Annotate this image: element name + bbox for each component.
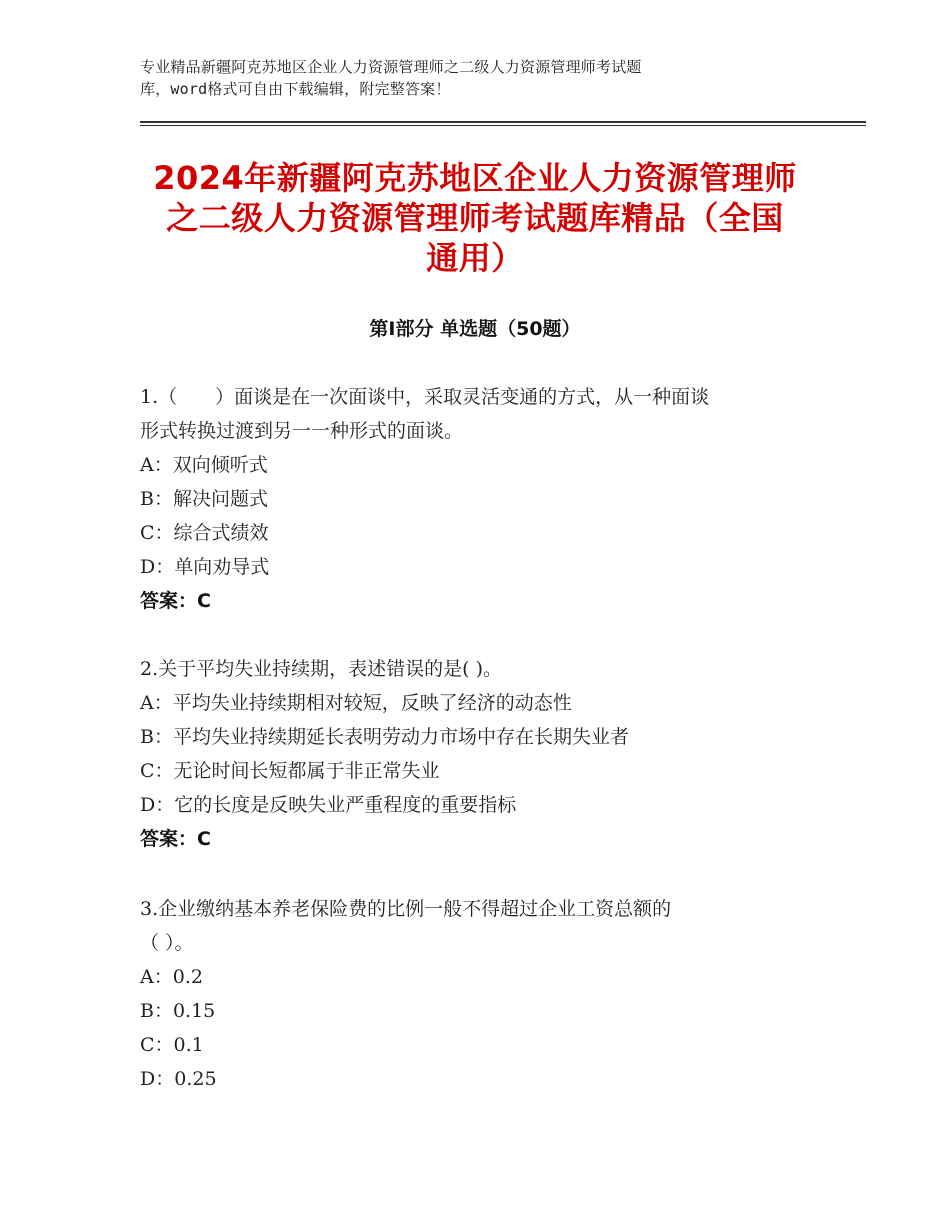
title-line-3: 通用） xyxy=(426,239,524,277)
title-line-1: 2024年新疆阿克苏地区企业人力资源管理师 xyxy=(153,159,797,197)
question-2-option-a: A：平均失业持续期相对较短，反映了经济的动态性 xyxy=(140,692,572,714)
question-2-answer: 答案：C xyxy=(140,828,211,850)
document-title xyxy=(130,158,820,278)
header-note-line-2: 库，word格式可自由下载编辑，附完整答案！ xyxy=(140,80,451,98)
question-1-option-c: C：综合式绩效 xyxy=(140,522,269,544)
question-1-stem-line-1: 1.（ ）面谈是在一次面谈中，采取灵活变通的方式，从一种面谈 xyxy=(140,386,710,408)
question-3-option-b: B：0.15 xyxy=(140,1000,216,1022)
question-3-stem-line-1: 3.企业缴纳基本养老保险费的比例一般不得超过企业工资总额的 xyxy=(140,898,672,920)
question-3-option-a: A：0.2 xyxy=(140,966,203,988)
question-1-option-a: A：双向倾听式 xyxy=(140,454,268,476)
question-1-option-d: D：单向劝导式 xyxy=(140,556,270,578)
question-3-option-c: C：0.1 xyxy=(140,1034,204,1056)
question-3-stem-line-2: （ ）。 xyxy=(140,932,194,954)
header-note-line-1: 专业精品新疆阿克苏地区企业人力资源管理师之二级人力资源管理师考试题 xyxy=(140,58,642,76)
question-2-option-b: B：平均失业持续期延长表明劳动力市场中存在长期失业者 xyxy=(140,726,629,748)
question-1-answer: 答案：C xyxy=(140,590,211,612)
question-1-option-b: B：解决问题式 xyxy=(140,488,268,510)
question-2-option-d: D：它的长度是反映失业严重程度的重要指标 xyxy=(140,794,517,816)
question-2-stem: 2.关于平均失业持续期，表述错误的是( )。 xyxy=(140,658,502,680)
question-1-stem-line-2: 形式转换过渡到另一一种形式的面谈。 xyxy=(140,420,464,442)
question-2-option-c: C：无论时间长短都属于非正常失业 xyxy=(140,760,440,782)
header-note xyxy=(140,56,780,100)
question-3-option-d: D：0.25 xyxy=(140,1068,217,1090)
header-divider xyxy=(140,121,866,126)
title-line-2: 之二级人力资源管理师考试题库精品（全国 xyxy=(166,199,784,237)
section-heading: 第Ⅰ部分 单选题（50题） xyxy=(369,318,581,340)
